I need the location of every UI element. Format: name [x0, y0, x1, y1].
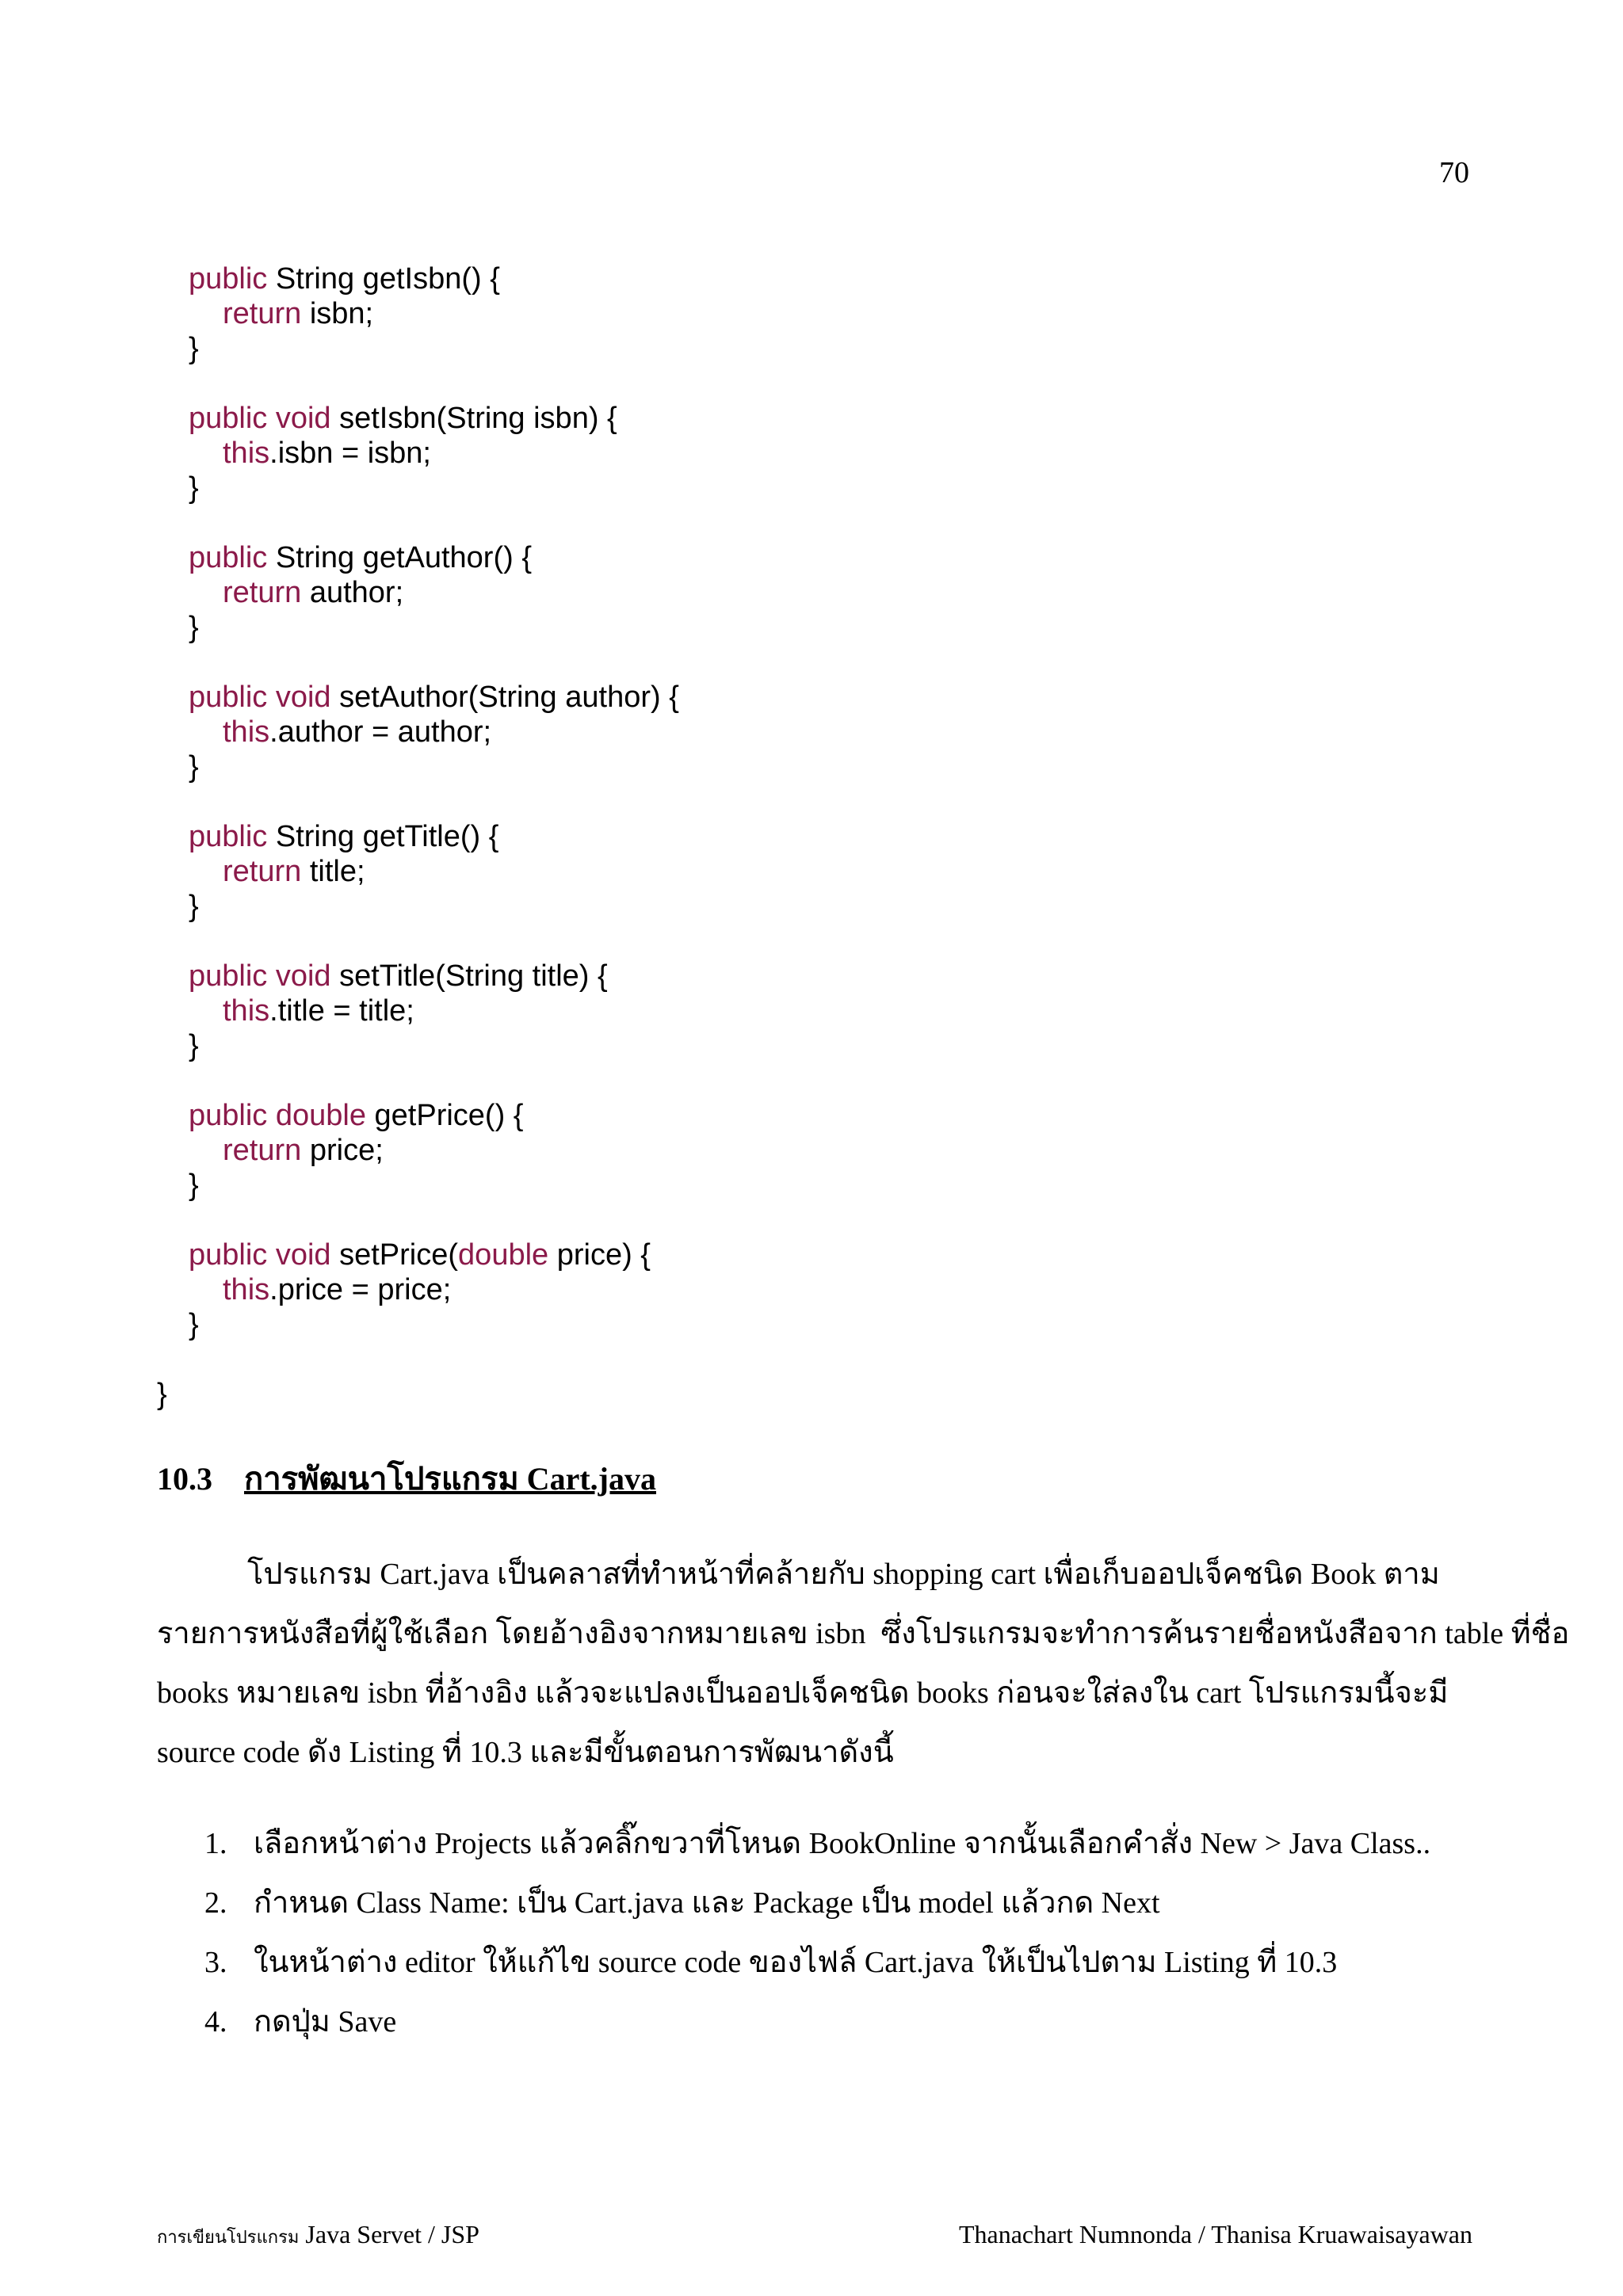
code-text: setTitle(String title) { — [330, 959, 608, 993]
code-line — [0, 540, 1623, 575]
code-keyword: this — [223, 1273, 270, 1306]
code-text: setIsbn(String isbn) { — [330, 402, 617, 435]
code-text: } — [189, 1308, 199, 1341]
code-line — [0, 1098, 1623, 1133]
code-text: price; — [301, 1134, 384, 1167]
code-line — [0, 1133, 1623, 1168]
code-line — [0, 645, 1623, 680]
code-keyword: public void — [189, 681, 331, 714]
code-line — [0, 924, 1623, 959]
footer-course-label: การเขียนโปรแกรม — [157, 2227, 300, 2247]
code-keyword: public void — [189, 959, 331, 993]
code-text: .price = price; — [269, 1273, 452, 1306]
code-line — [0, 1307, 1623, 1342]
code-keyword: public void — [189, 402, 331, 435]
steps-list — [204, 1818, 1430, 2056]
code-line — [0, 1063, 1623, 1098]
code-line — [0, 959, 1623, 994]
code-keyword: public — [189, 820, 268, 853]
code-line — [0, 715, 1623, 749]
code-keyword: public — [189, 262, 268, 296]
page-number: 70 — [1439, 156, 1469, 189]
step-text: กำหนด Class Name: เป็น Cart.java และ Package เป็น model แล้วกด Next — [254, 1886, 1160, 1920]
code-keyword: public — [189, 541, 268, 574]
code-line — [0, 1028, 1623, 1063]
code-line — [0, 994, 1623, 1028]
code-text: title; — [301, 855, 365, 888]
code-line — [0, 749, 1623, 784]
code-text: author; — [301, 576, 404, 609]
code-text: } — [189, 332, 199, 365]
code-text: } — [189, 471, 199, 505]
code-line — [0, 331, 1623, 366]
code-keyword: double — [458, 1238, 549, 1272]
step-item — [204, 1878, 1430, 1937]
code-keyword: public double — [189, 1099, 366, 1132]
code-line — [0, 1342, 1623, 1377]
section-heading — [157, 1453, 656, 1504]
code-text: .title = title; — [269, 994, 414, 1028]
step-text: กดปุ่ม Save — [254, 2005, 397, 2039]
code-text: isbn; — [301, 297, 374, 330]
code-line — [0, 1203, 1623, 1238]
code-line — [0, 819, 1623, 854]
code-keyword: return — [223, 855, 302, 888]
step-item — [204, 1818, 1430, 1878]
step-text: เลือกหน้าต่าง Projects แล้วคลิ๊กขวาที่โหนด BookOnline จากนั้นเลือกคำสั่ง New > Java Class.. — [254, 1827, 1431, 1860]
code-line — [0, 680, 1623, 715]
step-text: ในหน้าต่าง editor ให้แก้ไข source code ของไฟล์ Cart.java ให้เป็นไปตาม Listing ที่ 10.3 — [254, 1946, 1338, 1979]
code-text: } — [189, 750, 199, 784]
code-line — [0, 366, 1623, 401]
body-paragraph — [157, 1545, 1570, 1783]
step-item — [204, 1997, 1430, 2056]
step-number: 3. — [204, 1946, 227, 1979]
code-line — [0, 505, 1623, 540]
code-line — [0, 1238, 1623, 1272]
step-number: 4. — [204, 2005, 227, 2039]
code-text: setPrice( — [330, 1238, 459, 1272]
code-listing — [0, 261, 1623, 1412]
paragraph-line: รายการหนังสือที่ผู้ใช้เลือก โดยอ้างอิงจากหมายเลข isbn ซึ่งโปรแกรมจะทำการค้นรายชื่อหนังสือจาก table ที่ชื่อ — [157, 1617, 1570, 1650]
footer-authors: Thanachart Numnonda / Thanisa Kruawaisayawan — [958, 2220, 1472, 2248]
footer-course: Java Servet / JSP — [305, 2220, 479, 2248]
code-text: } — [189, 890, 199, 923]
code-keyword: this — [223, 715, 270, 749]
code-keyword: return — [223, 576, 302, 609]
section-title: การพัฒนาโปรแกรม Cart.java — [244, 1461, 656, 1497]
step-number: 2. — [204, 1886, 227, 1920]
paragraph-line: books หมายเลข isbn ที่อ้างอิง แล้วจะแปลงเป็นออปเจ็คชนิด books ก่อนจะใส่ลงใน cart โปรแกรมนี้จะมี — [157, 1676, 1449, 1710]
step-number: 1. — [204, 1827, 227, 1860]
code-keyword: return — [223, 297, 302, 330]
code-text: price) { — [548, 1238, 651, 1272]
code-line — [0, 261, 1623, 296]
code-keyword: return — [223, 1134, 302, 1167]
code-text: .author = author; — [269, 715, 492, 749]
code-line — [0, 1377, 1623, 1412]
section-number: 10.3 — [157, 1461, 212, 1497]
code-line — [0, 575, 1623, 610]
code-keyword: this — [223, 994, 270, 1028]
step-item — [204, 1937, 1430, 1997]
code-line — [0, 784, 1623, 819]
code-text: } — [157, 1378, 167, 1411]
code-text: } — [189, 1169, 199, 1202]
code-text: } — [189, 611, 199, 644]
code-keyword: public void — [189, 1238, 331, 1272]
code-line — [0, 610, 1623, 645]
code-line — [0, 854, 1623, 889]
footer-left — [157, 2220, 479, 2251]
code-text: .isbn = isbn; — [269, 437, 431, 470]
paragraph-line: source code ดัง Listing ที่ 10.3 และมีขั้นตอนการพัฒนาดังนี้ — [157, 1736, 894, 1769]
code-text: setAuthor(String author) { — [330, 681, 679, 714]
code-line — [0, 436, 1623, 471]
code-keyword: this — [223, 437, 270, 470]
code-text: String getIsbn() { — [267, 262, 500, 296]
paragraph-line: โปรแกรม Cart.java เป็นคลาสที่ทำหน้าที่คล้ายกับ shopping cart เพื่อเก็บออปเจ็คชนิด Book ตาม — [157, 1558, 1440, 1591]
code-text: String getTitle() { — [267, 820, 499, 853]
code-line — [0, 401, 1623, 436]
code-line — [0, 1168, 1623, 1203]
code-text: getPrice() { — [365, 1099, 524, 1132]
code-line — [0, 471, 1623, 505]
code-line — [0, 1272, 1623, 1307]
code-text: String getAuthor() { — [267, 541, 533, 574]
code-line — [0, 889, 1623, 924]
code-line — [0, 296, 1623, 331]
code-text: } — [189, 1029, 199, 1062]
